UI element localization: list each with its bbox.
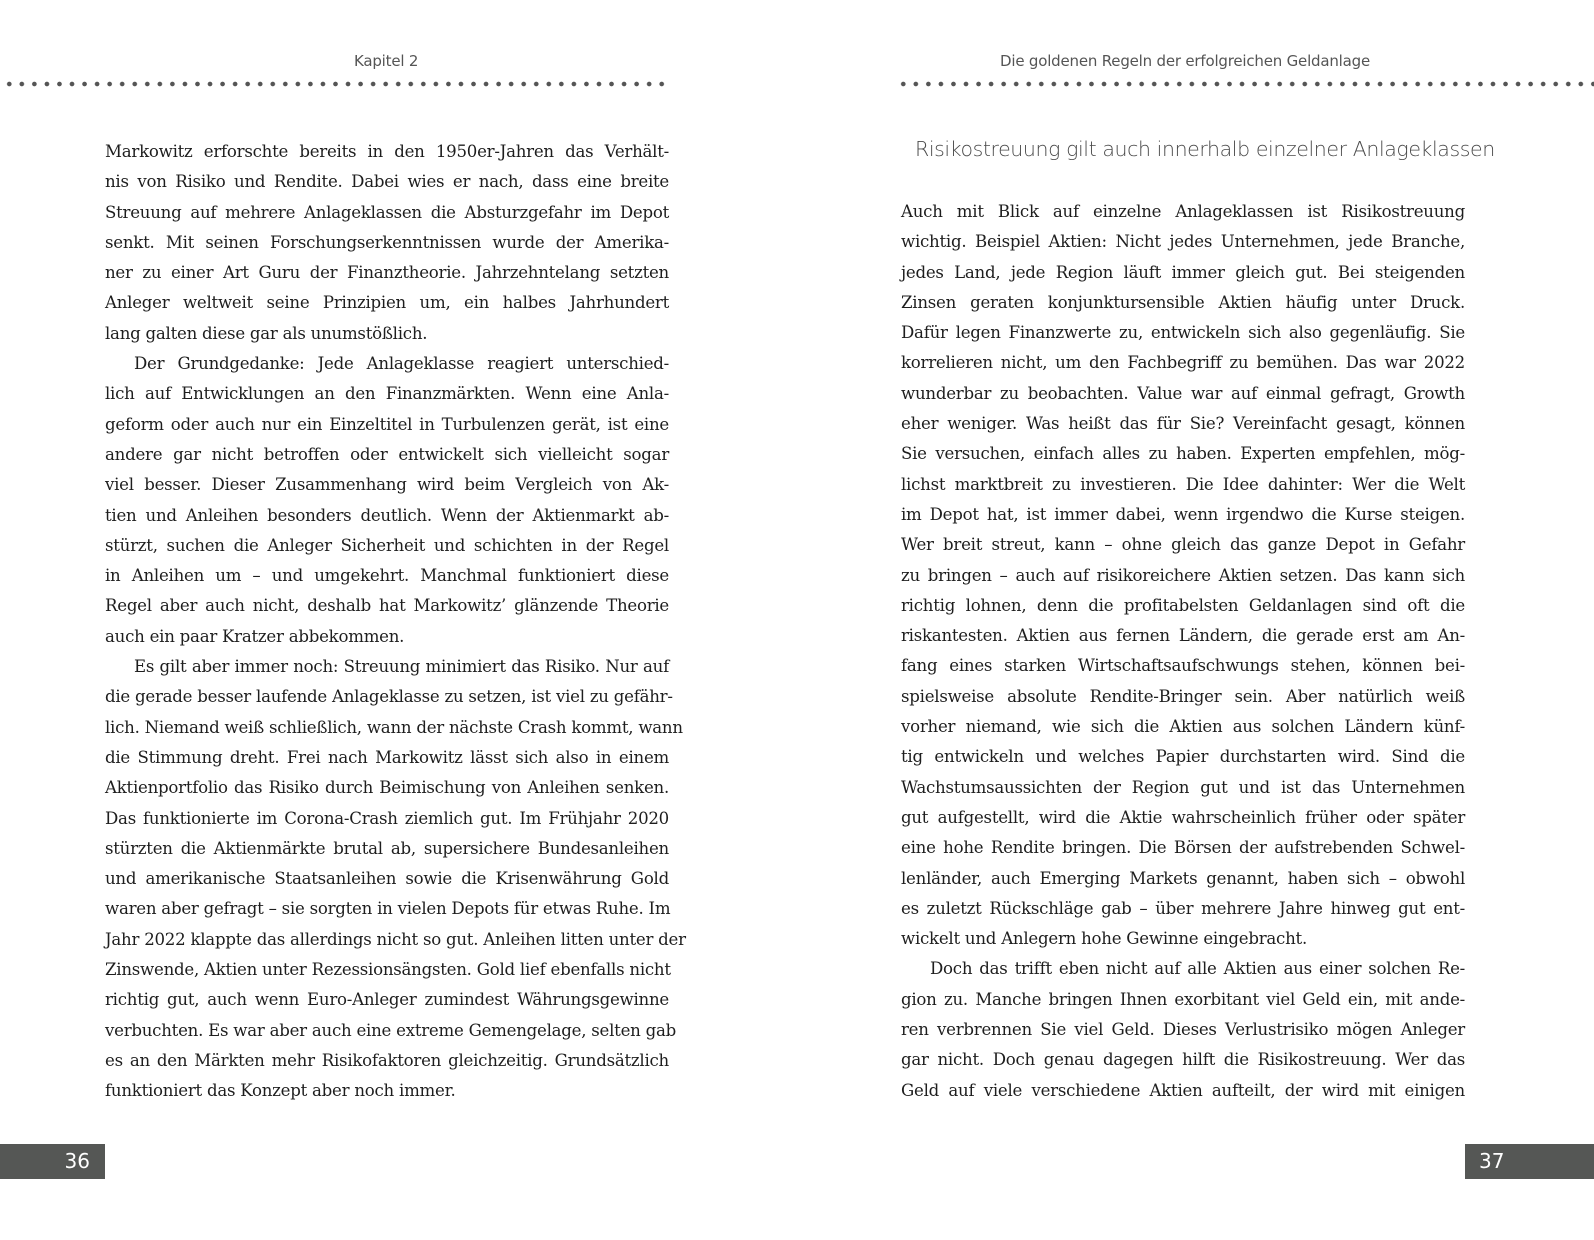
text-line: geform oder auch nur ein Einzeltitel in Turbulenzen gerät, ist eine (105, 414, 669, 434)
text-line: spielsweise absolute Rendite-Bringer sein. Aber natürlich weiß (901, 686, 1465, 706)
text-line: lichst marktbreit zu investieren. Die Idee dahinter: Wer die Welt (901, 474, 1465, 494)
section-heading: Risikostreuung gilt auch innerhalb einzelner Anlageklassen (915, 137, 1495, 161)
text-line: wunderbar zu beobachten. Value war auf einmal gefragt, Growth (901, 383, 1465, 403)
text-line: waren aber gefragt – sie sorgten in vielen Depots für etwas Ruhe. Im (105, 899, 671, 919)
text-line: eher weniger. Was heißt das für Sie? Vereinfacht gesagt, können (901, 414, 1465, 434)
text-line: Geld auf viele verschiedene Aktien aufteilt, der wird mit einigen (901, 1080, 1465, 1100)
text-line: wichtig. Beispiel Aktien: Nicht jedes Unternehmen, jede Branche, (901, 232, 1465, 252)
text-line: in Anleihen um – und umgekehrt. Manchmal funktioniert diese (105, 566, 669, 586)
paragraph (105, 137, 669, 349)
text-line: vorher niemand, wie sich die Aktien aus solchen Ländern künf- (901, 717, 1465, 737)
text-line: andere gar nicht betroffen oder entwickelt sich vielleicht sogar (105, 444, 669, 464)
dotted-rule (897, 81, 1594, 87)
body-text (105, 137, 686, 1107)
text-line: Wer breit streut, kann – ohne gleich das ganze Depot in Gefahr (901, 535, 1465, 555)
text-line: zu bringen – auch auf risikoreichere Aktien setzen. Das kann sich (901, 565, 1465, 585)
text-line: viel besser. Dieser Zusammenhang wird beim Vergleich von Ak- (105, 475, 669, 495)
text-line: korrelieren nicht, um den Fachbegriff zu bemühen. Das war 2022 (901, 353, 1465, 373)
text-line: riskantesten. Aktien aus fernen Ländern, die gerade erst am An- (901, 626, 1465, 646)
text-line: Anleger weltweit seine Prinzipien um, ein halbes Jahrhundert (105, 293, 669, 313)
text-line: Jahr 2022 klappte das allerdings nicht so gut. Anleihen litten unter der (105, 929, 686, 949)
text-line: lenländer, auch Emerging Markets genannt, haben sich – obwohl (901, 868, 1465, 888)
text-line: ren verbrennen Sie viel Geld. Dieses Verlustrisiko mögen Anleger (901, 1020, 1465, 1040)
text-line: Regel aber auch nicht, deshalb hat Markowitz’ glänzende Theorie (105, 596, 669, 616)
text-line: stürzten die Aktienmärkte brutal ab, supersichere Bundesanleihen (105, 838, 669, 858)
text-line: Auch mit Blick auf einzelne Anlageklassen ist Risikostreuung (901, 202, 1465, 221)
dotted-rule (3, 81, 671, 87)
text-line: die gerade besser laufende Anlageklasse zu setzen, ist viel zu gefähr- (105, 687, 673, 707)
text-line: auch ein paar Kratzer abbekommen. (105, 626, 405, 646)
text-line: Doch das trifft eben nicht auf alle Aktien aus einer solchen Re- (930, 959, 1465, 979)
text-line: gut aufgestellt, wird die Aktie wahrscheinlich früher oder später (901, 807, 1465, 827)
text-line: Zinswende, Aktien unter Rezessionsängsten. Gold lief ebenfalls nicht (105, 960, 671, 980)
text-line: tien und Anleihen besonders deutlich. Wenn der Aktienmarkt ab- (105, 505, 669, 525)
text-line: lich. Niemand weiß schließlich, wann der nächste Crash kommt, wann (105, 717, 683, 737)
text-line: eine hohe Rendite bringen. Die Börsen der aufstrebenden Schwel- (901, 838, 1465, 858)
text-line: die Stimmung dreht. Frei nach Markowitz lässt sich also in einem (105, 747, 669, 767)
paragraph (105, 349, 669, 652)
text-line: tig entwickeln und welches Papier durchstarten wird. Sind die (901, 747, 1465, 767)
text-line: Zinsen geraten konjunktursensible Aktien häufig unter Druck. (901, 292, 1465, 312)
text-line: gar nicht. Doch genau dagegen hilft die Risikostreuung. Wer das (901, 1050, 1465, 1070)
page-number-box (1465, 1144, 1594, 1179)
running-head-book-title: Die goldenen Regeln der erfolgreichen Geldanlage (1000, 52, 1370, 70)
text-line: Markowitz erforschte bereits in den 1950er-Jahren das Verhält- (105, 142, 669, 161)
text-line: Aktienportfolio das Risiko durch Beimischung von Anleihen senken. (105, 778, 669, 798)
paragraph (901, 954, 1465, 1105)
text-line: ner zu einer Art Guru der Finanztheorie. Jahrzehntelang setzten (105, 263, 669, 283)
text-line: Der Grundgedanke: Jede Anlageklasse reagiert unterschied- (134, 354, 669, 374)
text-line: richtig gut, auch wenn Euro-Anleger zumindest Währungsgewinne (105, 990, 669, 1010)
text-line: Das funktionierte im Corona-Crash ziemlich gut. Im Frühjahr 2020 (105, 808, 669, 828)
text-line: stürzt, suchen die Anleger Sicherheit und schichten in der Regel (105, 535, 669, 555)
text-line: senkt. Mit seinen Forschungserkenntnissen wurde der Amerika- (105, 232, 669, 252)
text-line: jedes Land, jede Region läuft immer gleich gut. Bei steigenden (901, 262, 1465, 282)
text-line: gion zu. Manche bringen Ihnen exorbitant viel Geld ein, mit ande- (901, 989, 1465, 1009)
left-page (0, 0, 790, 1240)
paragraph (901, 197, 1465, 954)
text-line: Es gilt aber immer noch: Streuung minimiert das Risiko. Nur auf (134, 657, 669, 677)
text-line: es an den Märkten mehr Risikofaktoren gleichzeitig. Grundsätzlich (105, 1050, 669, 1070)
body-text (901, 197, 1465, 1106)
paragraph (105, 652, 686, 1106)
text-line: verbuchten. Es war aber auch eine extreme Gemengelage, selten gab (105, 1020, 676, 1040)
text-line: lich auf Entwicklungen an den Finanzmärkten. Wenn eine Anla- (105, 384, 669, 404)
text-line: richtig lohnen, denn die profitabelsten Geldanlagen sind oft die (901, 595, 1465, 615)
text-line: Dafür legen Finanzwerte zu, entwickeln sich also gegenläufig. Sie (901, 323, 1465, 343)
page-number: 36 (64, 1149, 90, 1173)
text-line: es zuletzt Rückschläge gab – über mehrere Jahre hinweg gut ent- (901, 898, 1465, 918)
page-number-box (0, 1144, 105, 1179)
text-line: lang galten diese gar als unumstößlich. (105, 323, 428, 343)
text-line: Wachstumsaussichten der Region gut und ist das Unternehmen (901, 777, 1465, 797)
text-line: Streuung auf mehrere Anlageklassen die Absturzgefahr im Depot (105, 202, 669, 222)
text-line: und amerikanische Staatsanleihen sowie die Krisenwährung Gold (105, 869, 669, 889)
text-line: Sie versuchen, einfach alles zu haben. Experten empfehlen, mög- (901, 444, 1465, 464)
text-line: fang eines starken Wirtschaftsaufschwungs stehen, können bei- (901, 656, 1465, 676)
text-line: funktioniert das Konzept aber noch immer. (105, 1081, 456, 1101)
text-line: wickelt und Anlegern hohe Gewinne eingebracht. (901, 929, 1307, 949)
page-number: 37 (1479, 1149, 1505, 1173)
text-line: nis von Risiko und Rendite. Dabei wies er nach, dass eine breite (105, 172, 669, 192)
text-line: im Depot hat, ist immer dabei, wenn irgendwo die Kurse steigen. (901, 504, 1465, 524)
running-head-chapter: Kapitel 2 (354, 52, 419, 70)
